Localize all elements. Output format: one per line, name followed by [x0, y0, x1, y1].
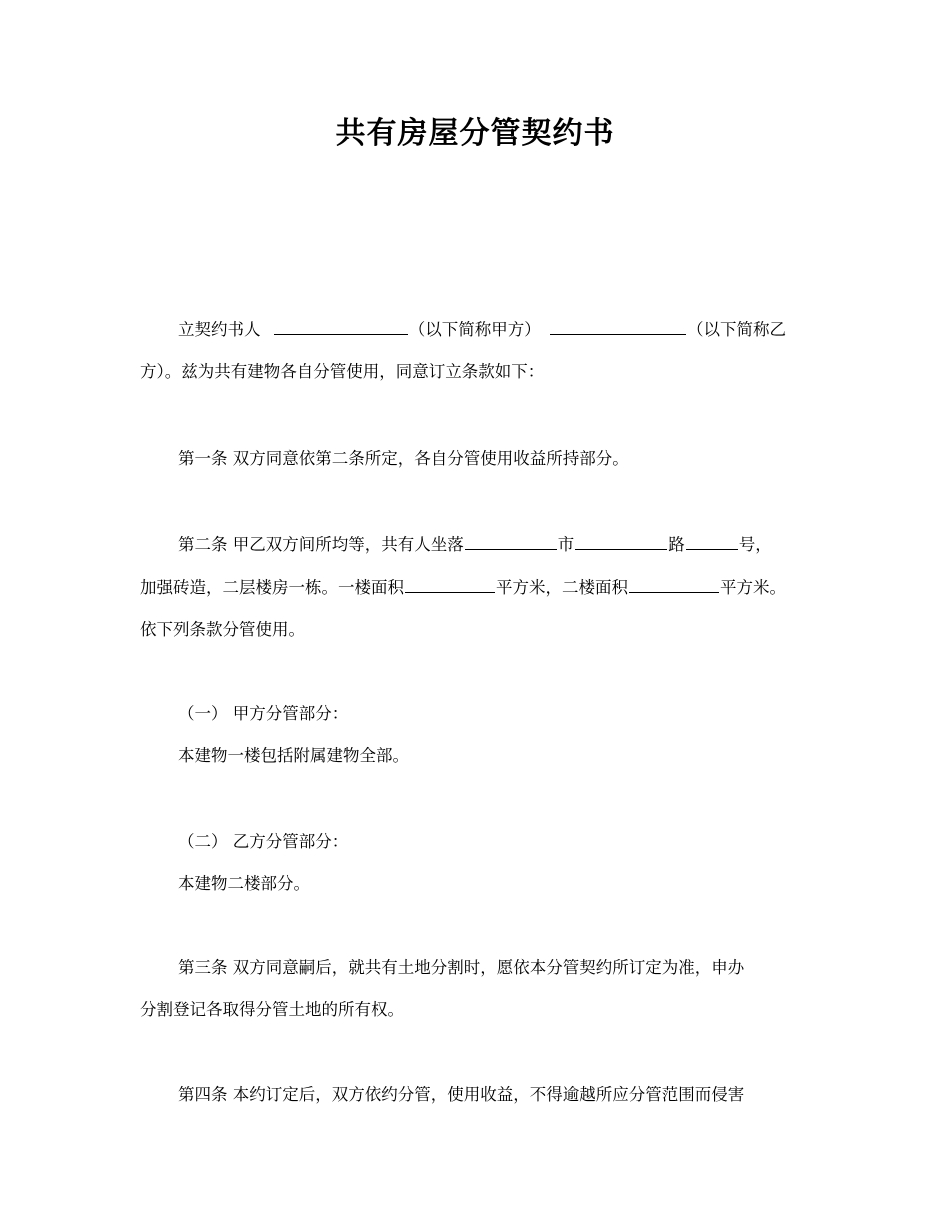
article-2-line-3: 依下列条款分管使用。	[140, 620, 305, 639]
article-3-line-1: 第三条 双方同意嗣后，就共有土地分割时，愿依本分管契约所订定为准，申办	[178, 958, 745, 977]
article-text: 平方米。	[720, 578, 786, 597]
section-a-heading: （一） 甲方分管部分：	[178, 704, 349, 723]
section-b-body: 本建物二楼部分。	[178, 874, 310, 893]
party-a-blank[interactable]	[274, 318, 408, 335]
article-text: 市	[557, 535, 575, 554]
article-text: 第二条 甲乙双方间所均等，共有人坐落	[178, 535, 464, 554]
preamble-text: （以下简称甲方）	[408, 320, 541, 339]
section-a-body: 本建物一楼包括附属建物全部。	[178, 746, 409, 765]
article-text: 号，	[738, 535, 772, 554]
article-text: 路	[668, 535, 685, 554]
document-title: 共有房屋分管契约书	[335, 116, 615, 151]
article-3-line-2: 分割登记各取得分管土地的所有权。	[140, 1000, 404, 1019]
section-b-heading: （二） 乙方分管部分：	[178, 832, 349, 851]
article-text: 平方米，二楼面积	[496, 578, 628, 597]
city-blank[interactable]	[465, 533, 557, 550]
preamble-line-1	[178, 318, 786, 342]
preamble-line-2: 方）。兹为共有建物各自分管使用，同意订立条款如下：	[140, 362, 545, 381]
second-floor-area-blank[interactable]	[629, 576, 719, 593]
preamble-text: 立契约书人	[178, 320, 261, 339]
article-2-line-1	[178, 533, 772, 557]
number-blank[interactable]	[686, 533, 738, 550]
article-1: 第一条 双方同意依第二条所定，各自分管使用收益所持部分。	[178, 449, 629, 468]
article-4-line-1: 第四条 本约订定后，双方依约分管，使用收益，不得逾越所应分管范围而侵害	[178, 1085, 745, 1104]
preamble-text: （以下简称乙	[687, 320, 786, 339]
article-2-line-2	[140, 576, 786, 600]
party-b-blank[interactable]	[550, 318, 686, 335]
article-text: 加强砖造，二层楼房一栋。一楼面积	[140, 578, 404, 597]
first-floor-area-blank[interactable]	[405, 576, 495, 593]
road-blank[interactable]	[575, 533, 667, 550]
